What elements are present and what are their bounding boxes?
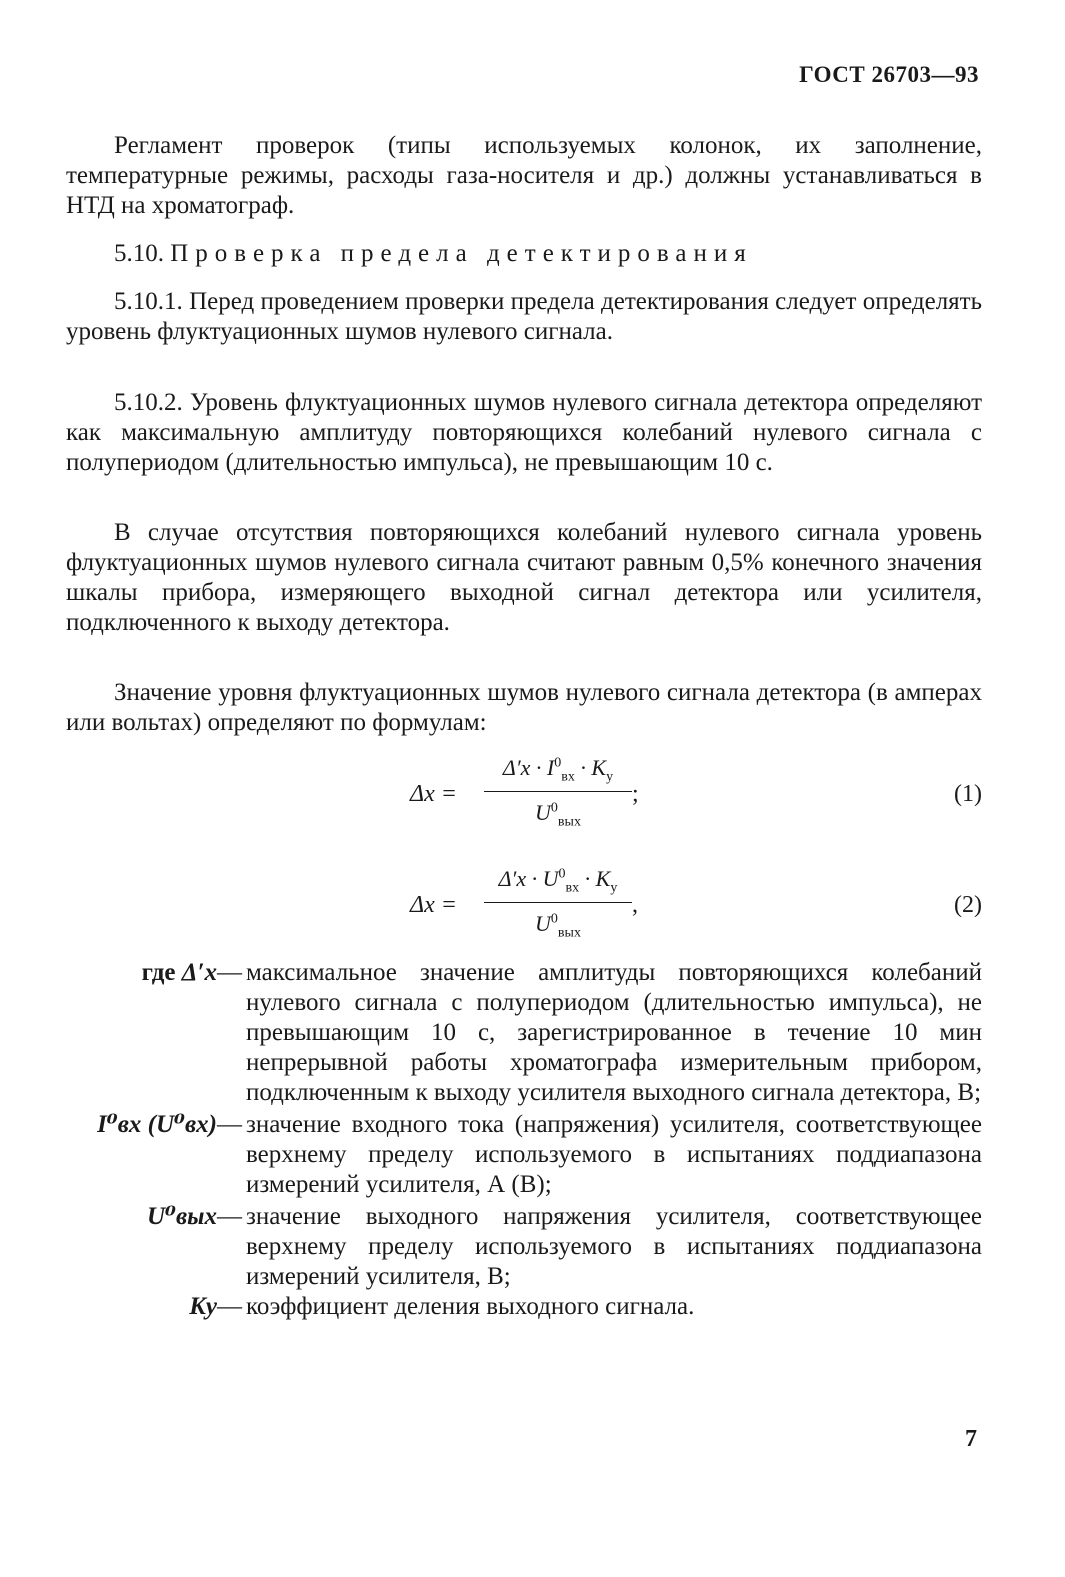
equation-number: (2) (954, 892, 982, 918)
page-number: 7 (965, 1426, 977, 1452)
formula-punct: ; (632, 781, 639, 807)
formula-numerator: $\Delta'x \cdot U^0_{вх} \cdot K_у$ (484, 866, 632, 903)
paragraph-5-10-2: 5.10.2. Уровень флуктуационных шумов нулевого сигнала детектора определяют как максимальную амплитуду повторяющихся колебаний нулевого сигнала с полупериодом (длительностью импульса), не превышающим 10 с. (66, 389, 982, 476)
paragraph-formula-intro: Значение уровня флуктуационных шумов нулевого сигнала детектора (в амперах или вольтах) определяют по формулам: (66, 679, 982, 736)
definition-symbol: Kу— (189, 1293, 242, 1320)
definition-symbol: где Δ′x— (141, 959, 242, 986)
definition-symbol: I⁰вх (U⁰вх)— (97, 1111, 242, 1138)
definition-text: значение выходного напряжения усилителя, соответствующее верхнему пределу используемого в испытаниях поддиапазона измерений усилителя, В; (246, 1203, 982, 1290)
formula-2 (410, 866, 982, 946)
paragraph-regulation: Регламент проверок (типы используемых колонок, их заполнение, температурные режимы, расходы газа-носителя и др.) должны устанавливаться в НТД на хроматограф. (66, 132, 982, 219)
formula-lhs: Δx = (410, 892, 457, 918)
definition-text: коэффициент деления выходного сигнала. (246, 1293, 695, 1320)
definition-item (90, 1292, 982, 1322)
formula-1 (410, 755, 982, 835)
section-title: Проверка предела детектирования (170, 240, 753, 267)
section-number: 5.10. (114, 240, 164, 267)
definition-item (90, 1110, 982, 1200)
formula-fraction (484, 866, 632, 942)
formula-numerator: $\Delta'x \cdot I^0_{вх} \cdot K_у$ (484, 755, 632, 792)
formula-fraction (484, 755, 632, 831)
definition-item (90, 1202, 982, 1292)
document-header: ГОСТ 26703—93 (799, 62, 979, 87)
formula-denominator: $U^0_{вых}$ (535, 800, 581, 830)
definition-text: максимальное значение амплитуды повторяющихся колебаний нулевого сигнала с полупериодом (длительностью импульса), не превышающим 10 с, зарегистрированное в течение 10 мин непрерывной работы хроматографа измерительным прибором, подключенным к выходу усилителя выходного сигнала детектора, В; (246, 959, 982, 1106)
definition-symbol: U⁰вых— (146, 1203, 242, 1230)
paragraph-absence: В случае отсутствия повторяющихся колебаний нулевого сигнала уровень флуктуационных шумов нулевого сигнала считают равным 0,5% конечного значения шкалы прибора, измеряющего выходной сигнал детектора или усилителя, подключенного к выходу детектора. (66, 519, 982, 636)
equation-number: (1) (954, 781, 982, 807)
definition-item (90, 958, 982, 1108)
section-heading (114, 240, 753, 268)
formula-lhs: Δx = (410, 781, 457, 807)
definitions-list (90, 958, 982, 1322)
formula-denominator: $U^0_{вых}$ (535, 911, 581, 941)
formula-punct: , (632, 892, 638, 918)
paragraph-5-10-1: 5.10.1. Перед проведением проверки предела детектирования следует определять уровень флуктуационных шумов нулевого сигнала. (66, 288, 982, 345)
definition-text: значение входного тока (напряжения) усилителя, соответствующее верхнему пределу используемого в испытаниях поддиапазона измерений усилителя, А (В); (246, 1111, 982, 1198)
